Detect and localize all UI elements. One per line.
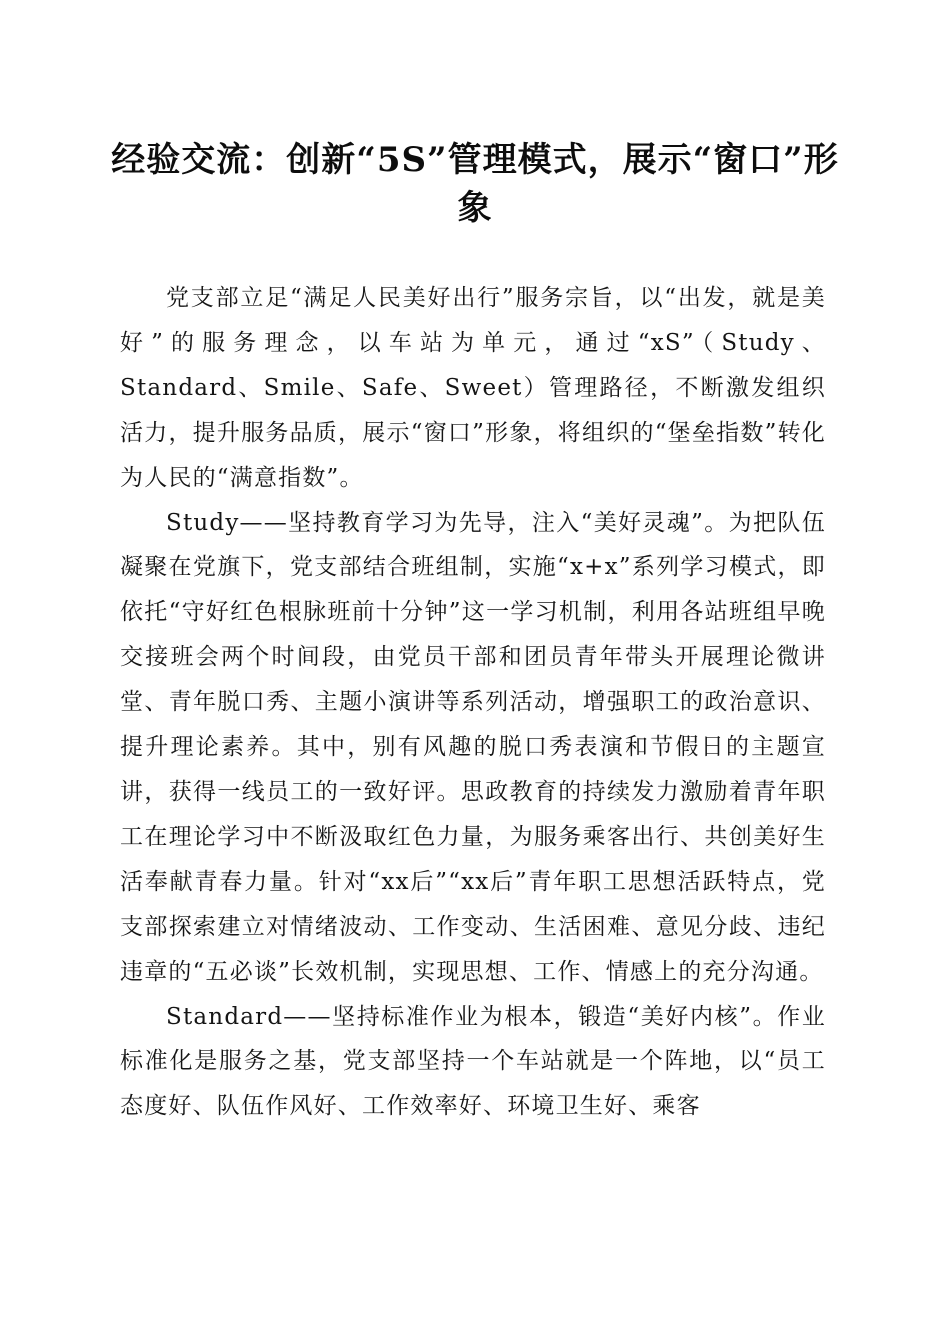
paragraph-standard: Standard——坚持标准作业为根本，锻造“美好内核”。作业标准化是服务之基，党支部坚持一个车站就是一个阵地，以“员工态度好、队伍作风好、工作效率好、环境卫生好、乘客 [120,1003,826,1120]
document-body [120,276,826,1129]
document-title: 经验交流：创新“5S”管理模式，展示“窗口”形象 [111,140,839,228]
paragraph-intro: 党支部立足“满足人民美好出行”服务宗旨，以“出发，就是美好”的服务理念，以车站为单元，通过“xS”（Study、Standard、Smile、Safe、Sweet）管理路径，不断激发组织活力，提升服务品质，展示“窗口”形象，将组织的“堡垒指数”转化为人民的“满意指数”。 [120,285,826,491]
paragraph-study: Study——坚持教育学习为先导，注入“美好灵魂”。为把队伍凝聚在党旗下，党支部结合班组制，实施“x+x”系列学习模式，即依托“守好红色根脉班前十分钟”这一学习机制，利用各站班组早晚交接班会两个时间段，由党员干部和团员青年带头开展理论微讲堂、青年脱口秀、主题小演讲等系列活动，增强职工的政治意识、提升理论素养。其中，别有风趣的脱口秀表演和节假日的主题宣讲，获得一线员工的一致好评。思政教育的持续发力激励着青年职工在理论学习中不断汲取红色力量，为服务乘客出行、共创美好生活奉献青春力量。针对“xx后”“xx后”青年职工思想活跃特点，党支部探索建立对情绪波动、工作变动、生活困难、意见分歧、违纪违章的“五必谈”长效机制，实现思想、工作、情感上的充分沟通。 [120,509,826,985]
